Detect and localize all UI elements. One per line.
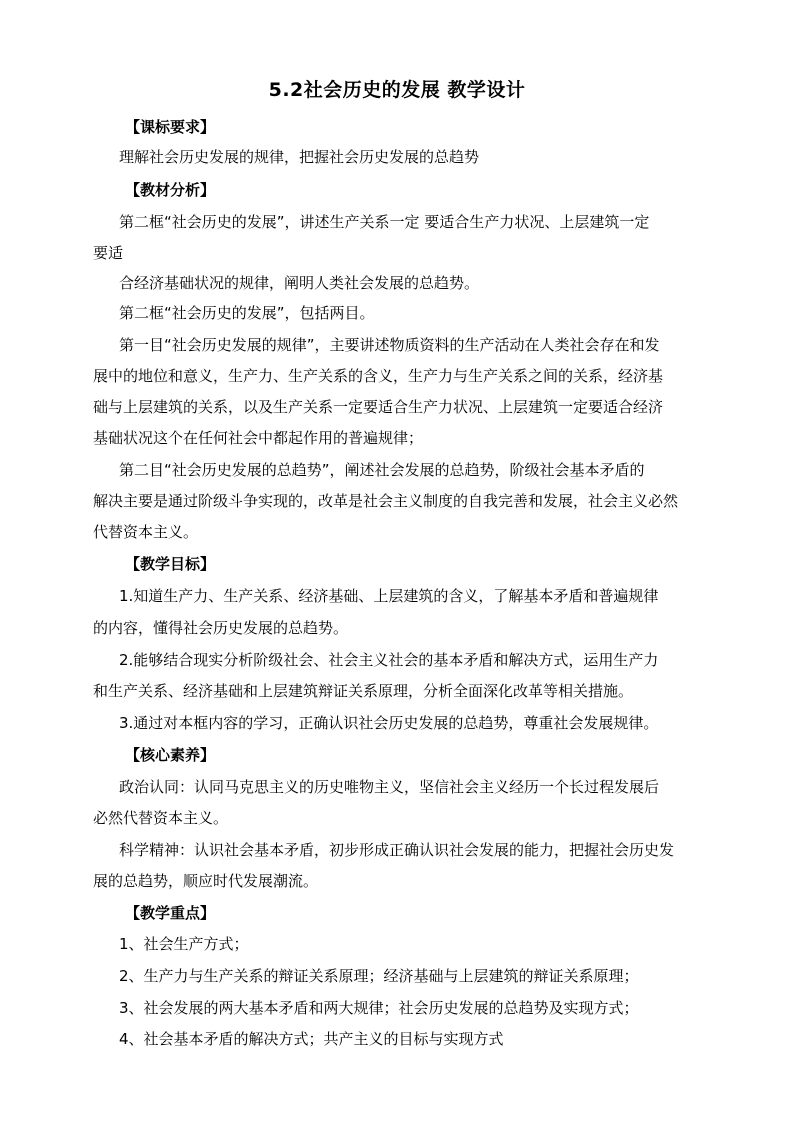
paragraph-line: 科学精神：认识社会基本矛盾，初步形成正确认识社会发展的能力，把握社会历史发 (119, 841, 675, 859)
section-heading-literacy: 【核心素养】 (125, 746, 216, 764)
paragraph-line: 政治认同：认同马克思主义的历史唯物主义，坚信社会主义经历一个长过程发展后 (119, 778, 660, 796)
section-heading-keypoints: 【教学重点】 (125, 904, 216, 922)
paragraph-line: 要适 (93, 244, 124, 262)
paragraph-line: 展中的地位和意义，生产力、生产关系的含义，生产力与生产关系之间的关系，经济基 (93, 367, 664, 385)
paragraph-line: 必然代替资本主义。 (93, 809, 229, 827)
paragraph-line: 展的总趋势，顺应时代发展潮流。 (93, 872, 319, 890)
document-title: 5.2社会历史的发展 教学设计 (268, 79, 526, 101)
section-heading-objectives: 【教学目标】 (125, 555, 216, 573)
list-item: 4、社会基本矛盾的解决方式；共产主义的目标与实现方式 (119, 1030, 504, 1048)
paragraph-line: 理解社会历史发展的规律，把握社会历史发展的总趋势 (119, 148, 480, 166)
paragraph-line: 2.能够结合现实分析阶级社会、社会主义社会的基本矛盾和解决方式，运用生产力 (119, 651, 659, 669)
section-heading-curriculum: 【课标要求】 (125, 118, 216, 136)
paragraph-line: 第二框“社会历史的发展”，讲述生产关系一定 要适合生产力状况、上层建筑一定 (119, 213, 650, 231)
list-item: 3、社会发展的两大基本矛盾和两大规律；社会历史发展的总趋势及实现方式； (119, 999, 639, 1017)
paragraph-line: 第二目“社会历史发展的总趋势”，阐述社会发展的总趋势，阶级社会基本矛盾的 (119, 461, 645, 479)
paragraph-line: 第一目“社会历史发展的规律”，主要讲述物质资料的生产活动在人类社会存在和发 (119, 336, 660, 354)
section-heading-textbook: 【教材分析】 (125, 181, 216, 199)
paragraph-line: 1.知道生产力、生产关系、经济基础、上层建筑的含义，了解基本矛盾和普遍规律 (119, 587, 659, 605)
paragraph-line: 础与上层建筑的关系，以及生产关系一定要适合生产力状况、上层建筑一定要适合经济 (93, 398, 664, 416)
paragraph-line: 合经济基础状况的规律，阐明人类社会发展的总趋势。 (119, 274, 480, 292)
paragraph-line: 第二框“社会历史的发展”，包括两目。 (119, 304, 375, 322)
paragraph-line: 代替资本主义。 (93, 523, 199, 541)
paragraph-line: 基础状况这个在任何社会中都起作用的普遍规律； (93, 429, 424, 447)
list-item: 2、生产力与生产关系的辩证关系原理；经济基础与上层建筑的辩证关系原理； (119, 967, 639, 985)
paragraph-line: 解决主要是通过阶级斗争实现的，改革是社会主义制度的自我完善和发展，社会主义必然 (93, 492, 679, 510)
paragraph-line: 和生产关系、经济基础和上层建筑辩证关系原理，分析全面深化改革等相关措施。 (93, 682, 634, 700)
paragraph-line: 的内容，懂得社会历史发展的总趋势。 (93, 619, 349, 637)
list-item: 1、社会生产方式； (119, 935, 249, 953)
paragraph-line: 3.通过对本框内容的学习，正确认识社会历史发展的总趋势，尊重社会发展规律。 (119, 714, 659, 732)
